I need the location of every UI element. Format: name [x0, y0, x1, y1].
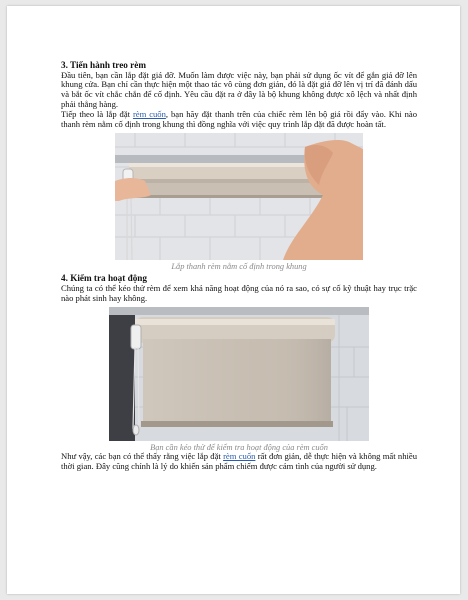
document-page [7, 6, 460, 594]
section-4-heading: 4. Kiểm tra hoạt động [61, 273, 148, 284]
section-3-heading: 3. Tiến hành treo rèm [61, 60, 146, 70]
text-run: Như vậy, các bạn có thể thấy rằng việc lắp đặt [61, 451, 224, 462]
document-content [61, 60, 417, 472]
figure-install-blind [61, 133, 417, 272]
section-3-paragraph-1: Đầu tiên, bạn cần lắp đặt giá đỡ. Muốn làm được việc này, bạn phải sử dụng ốc vít để gắn giá đỡ lên khung cửa. Bạn chỉ cần thực hiện một thao tác vô cùng đơn giản, đó là đặt giá đỡ lên vị trí đã đánh dấu và bắt ốc vít chắc chắn để cố định. Yêu cầu đặt ra ở đây là bộ khung không được xô lệch và nhất định phải thẳng hàng. [61, 69, 417, 110]
figure-2-caption: Bạn cần kéo thử để kiểm tra hoạt động của rèm cuốn [150, 442, 328, 452]
photo-installing-blind [115, 133, 363, 260]
photo-testing-blind [109, 307, 369, 441]
figure-test-blind [61, 307, 417, 453]
text-run: , bạn hãy đặt thanh trên của chiếc rèm lên bộ giá rồi đẩy vào. Khi nào thanh rèm nằm cố định trong khung thì đồng nghĩa với việc quy trình lắp đặt đã được hoàn tất. [61, 109, 418, 130]
text-run: rất đơn giản, dễ thực hiện và không mất nhiều thời gian. Đây cũng chính là lý do khiến sản phẩm chiếm được cảm tình của người sử dụng. [61, 451, 417, 472]
section-3-paragraph-2 [61, 110, 417, 130]
section-4-paragraph-2 [61, 452, 417, 472]
section-4-paragraph-1: Chúng ta có thể kéo thử rèm để xem khả năng hoạt động của nó ra sao, có sự cố kỹ thuật hay trục trặc nào phát sinh hay không. [61, 282, 417, 303]
roller-blind-link[interactable]: rèm cuốn [132, 109, 166, 120]
figure-1-caption: Lắp thanh rèm nằm cố định trong khung [171, 261, 307, 271]
text-run: Tiếp theo là lắp đặt [61, 109, 133, 120]
roller-blind-link[interactable]: rèm cuốn [223, 451, 256, 462]
